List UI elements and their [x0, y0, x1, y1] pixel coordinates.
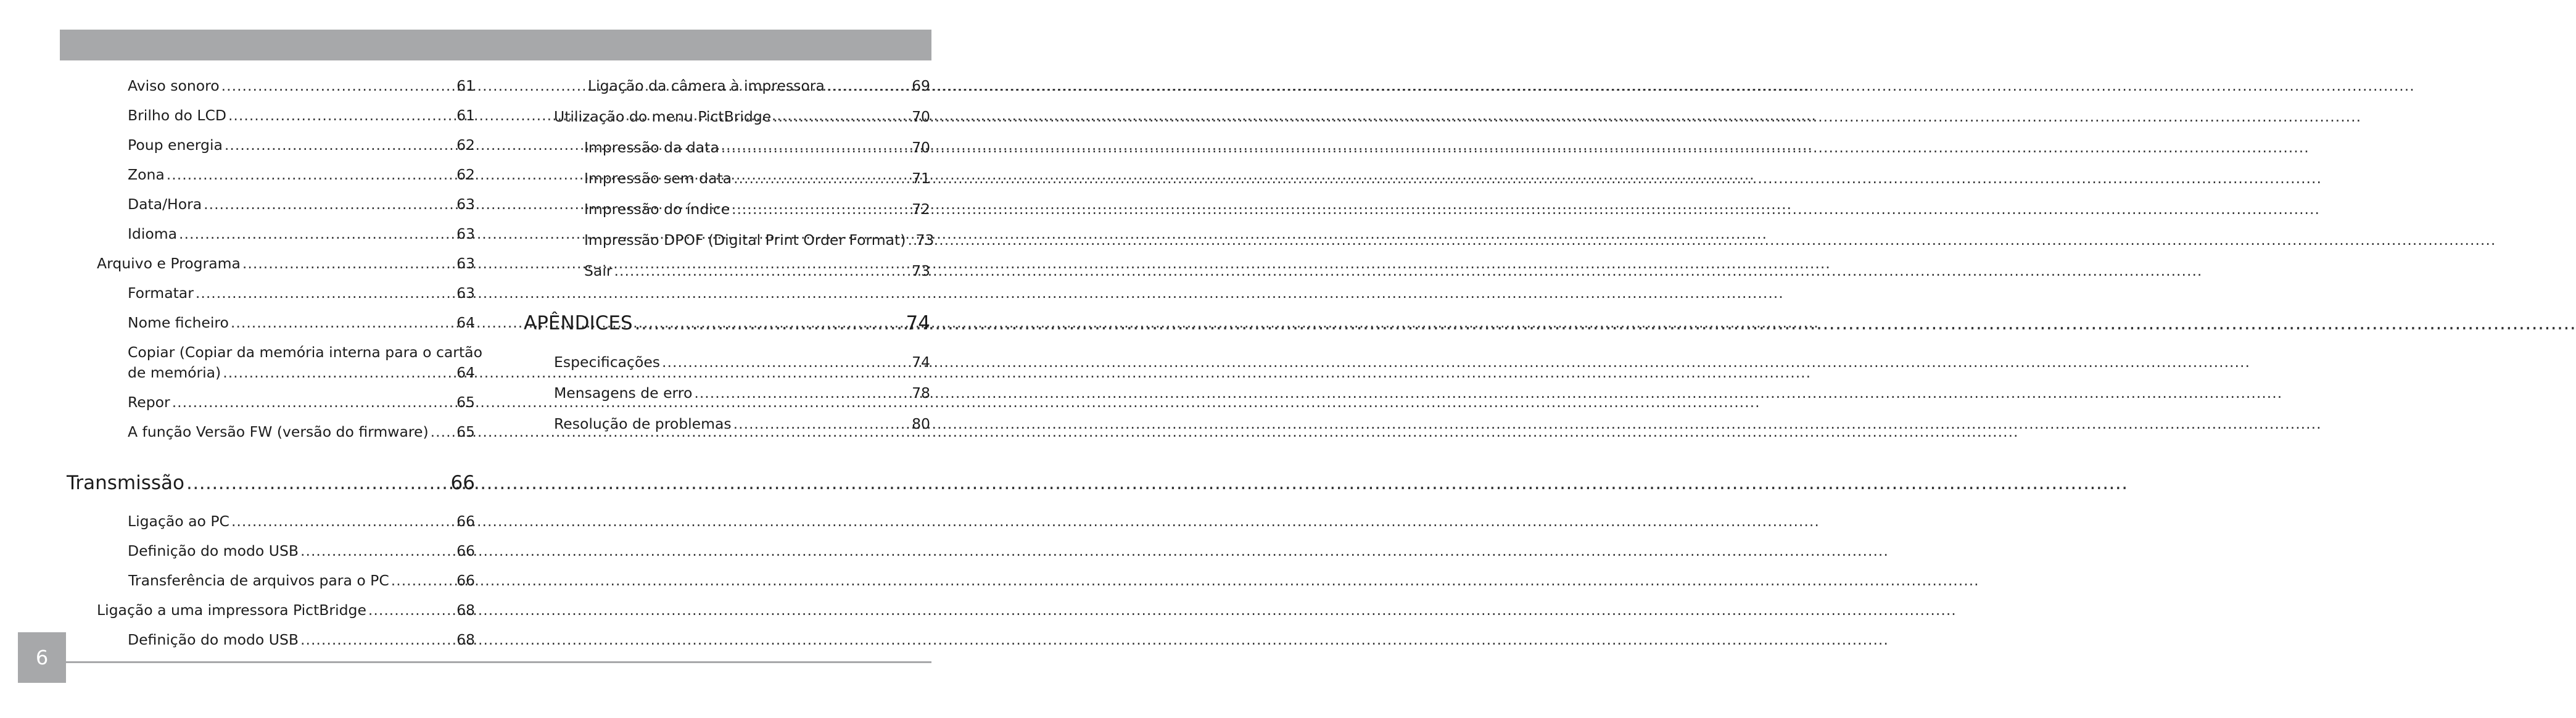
toc-entry-page: 65: [456, 423, 475, 440]
toc-chapter-title: APÊNDICES: [524, 312, 633, 334]
toc-entry[interactable]: [584, 169, 930, 188]
dot-leader: [368, 601, 455, 619]
toc-entry-title: Ligação ao PC: [128, 513, 229, 530]
toc-entry[interactable]: [584, 231, 935, 249]
dot-leader: [225, 136, 455, 154]
toc-entry-page: 80: [912, 415, 930, 432]
dot-leader: [614, 262, 910, 280]
toc-chapter-page: 66: [450, 472, 475, 494]
toc-entry-page: 62: [456, 166, 475, 183]
toc-entry-title: Impressão da data: [584, 139, 719, 156]
dot-leader: [179, 225, 455, 243]
header-bar: [60, 30, 931, 60]
toc-entry-title: Impressão sem data: [584, 170, 732, 187]
dot-leader: [431, 423, 455, 441]
toc-entry-title: Mensagens de erro: [554, 384, 693, 402]
toc-entry-page: 61: [456, 107, 475, 124]
toc-section-entry[interactable]: [554, 415, 930, 433]
toc-entry-title: Utilização do menu PictBridge: [554, 108, 772, 125]
toc-entry-title: Arquivo e Programa: [97, 255, 241, 272]
toc-section-entry[interactable]: [97, 601, 475, 619]
dot-leader: [228, 106, 455, 125]
toc-entry-title: Poup energia: [128, 136, 223, 154]
toc-entry[interactable]: [128, 363, 475, 382]
dot-leader: [300, 542, 455, 560]
toc-entry[interactable]: [128, 136, 475, 154]
toc-section-entry[interactable]: [554, 353, 930, 371]
toc-entry-title: Formatar: [128, 284, 194, 302]
toc-entry[interactable]: [128, 225, 475, 243]
toc-chapter-title: Transmissão: [67, 472, 184, 494]
dot-leader: [300, 630, 455, 649]
dot-leader: [221, 76, 455, 95]
toc-section-entry[interactable]: [97, 254, 475, 273]
toc-entry-page: 66: [456, 572, 475, 589]
footer-rule: [66, 661, 931, 663]
toc-entry[interactable]: [584, 138, 930, 157]
toc-entry[interactable]: [128, 106, 475, 125]
toc-entry-page: 78: [912, 384, 930, 402]
toc-entry-page: 63: [456, 284, 475, 302]
toc-entry[interactable]: [128, 76, 475, 95]
dot-leader: [186, 471, 449, 495]
dot-leader: [662, 353, 910, 371]
dot-leader: [391, 571, 455, 590]
toc-entry[interactable]: [128, 165, 475, 184]
toc-entry-title: Aviso sonoro: [128, 77, 220, 94]
toc-entry-title: Data/Hora: [128, 196, 202, 213]
dot-leader: [732, 200, 910, 218]
dot-leader: [231, 512, 455, 530]
toc-entry-page: 63: [456, 196, 475, 213]
toc-entry-title: Nome ficheiro: [128, 314, 229, 331]
toc-entry[interactable]: [128, 571, 475, 590]
toc-entry[interactable]: [128, 313, 475, 332]
toc-entry-page: 74: [912, 353, 930, 371]
toc-entry[interactable]: [584, 262, 930, 280]
toc-entry-page: 63: [456, 225, 475, 242]
toc-entry-page: 64: [456, 314, 475, 331]
toc-entry-title: Repor: [128, 394, 170, 411]
toc-entry-title: Brilho do LCD: [128, 107, 226, 124]
toc-section-entry[interactable]: [554, 107, 930, 126]
toc-entry[interactable]: [128, 195, 475, 213]
toc-entry-title: Zona: [128, 166, 165, 183]
dot-leader: [721, 138, 910, 157]
toc-entry-title: Especificações: [554, 353, 661, 371]
toc-entry[interactable]: [128, 630, 475, 649]
toc-entry-page: 73: [915, 231, 935, 249]
toc-entry-page: 65: [456, 394, 475, 411]
toc-entry-page: 61: [456, 77, 475, 94]
toc-entry-page: 68: [456, 631, 475, 648]
dot-leader: [773, 107, 910, 126]
dot-leader: [204, 195, 455, 213]
dot-leader: [231, 313, 455, 332]
toc-entry-page: 63: [456, 255, 475, 272]
page-number: 6: [18, 632, 66, 683]
dot-leader: [196, 284, 455, 302]
toc-entry-page: 62: [456, 136, 475, 154]
toc-chapter-entry[interactable]: [524, 311, 930, 336]
toc-entry[interactable]: [128, 284, 475, 302]
toc-entry-page: 66: [456, 542, 475, 559]
toc-entry-title: A função Versão FW (versão do firmware): [128, 423, 429, 440]
toc-entry[interactable]: [128, 423, 475, 441]
toc-entry-title: Sair: [584, 262, 613, 279]
toc-entry-title: Transferência de arquivos para o PC: [128, 572, 389, 589]
toc-entry-page: 66: [456, 513, 475, 530]
toc-chapter-entry[interactable]: [67, 471, 475, 495]
toc-entry[interactable]: [584, 200, 930, 218]
toc-entry-title: Definição do modo USB: [128, 631, 299, 648]
dot-leader: [172, 393, 455, 411]
toc-entry-page: 73: [912, 262, 930, 279]
toc-section-entry[interactable]: [554, 384, 930, 402]
toc-entry-title: Resolução de problemas: [554, 415, 732, 432]
toc-entry-page: 69: [912, 77, 930, 94]
toc-entry-page: 70: [912, 108, 930, 125]
dot-leader: [733, 415, 910, 433]
dot-leader: [827, 76, 910, 95]
toc-entry-title: Ligação da câmera à impressora: [588, 77, 825, 94]
toc-entry[interactable]: [588, 76, 930, 95]
dot-leader: [635, 311, 904, 336]
toc-entry-page: 70: [912, 139, 930, 156]
toc-entry-page: 68: [456, 601, 475, 619]
toc-entry-page: 72: [912, 200, 930, 218]
dot-leader: [694, 384, 910, 402]
toc-entry-page: 64: [456, 364, 475, 381]
toc-entry-title: de memória): [128, 364, 221, 381]
toc-entry[interactable]: [128, 542, 475, 560]
dot-leader: [167, 165, 455, 184]
toc-entry-title-line1: Copiar (Copiar da memória interna para o cartão: [128, 344, 482, 361]
dot-leader: [223, 363, 455, 382]
dot-leader: [733, 169, 910, 188]
toc-chapter-page: 74: [906, 312, 930, 334]
toc-entry-page: 71: [912, 170, 930, 187]
dot-leader: [907, 231, 914, 249]
toc-entry[interactable]: [128, 393, 475, 411]
toc-entry-title: Impressão do índice: [584, 200, 730, 218]
toc-entry-title: Impressão DPOF (Digital Print Order Format): [584, 231, 906, 249]
dot-leader: [242, 254, 455, 273]
toc-entry[interactable]: [128, 512, 475, 530]
toc-entry-title: Definição do modo USB: [128, 542, 299, 559]
toc-entry-title: Idioma: [128, 225, 178, 242]
toc-entry-title: Ligação a uma impressora PictBridge: [97, 601, 366, 619]
